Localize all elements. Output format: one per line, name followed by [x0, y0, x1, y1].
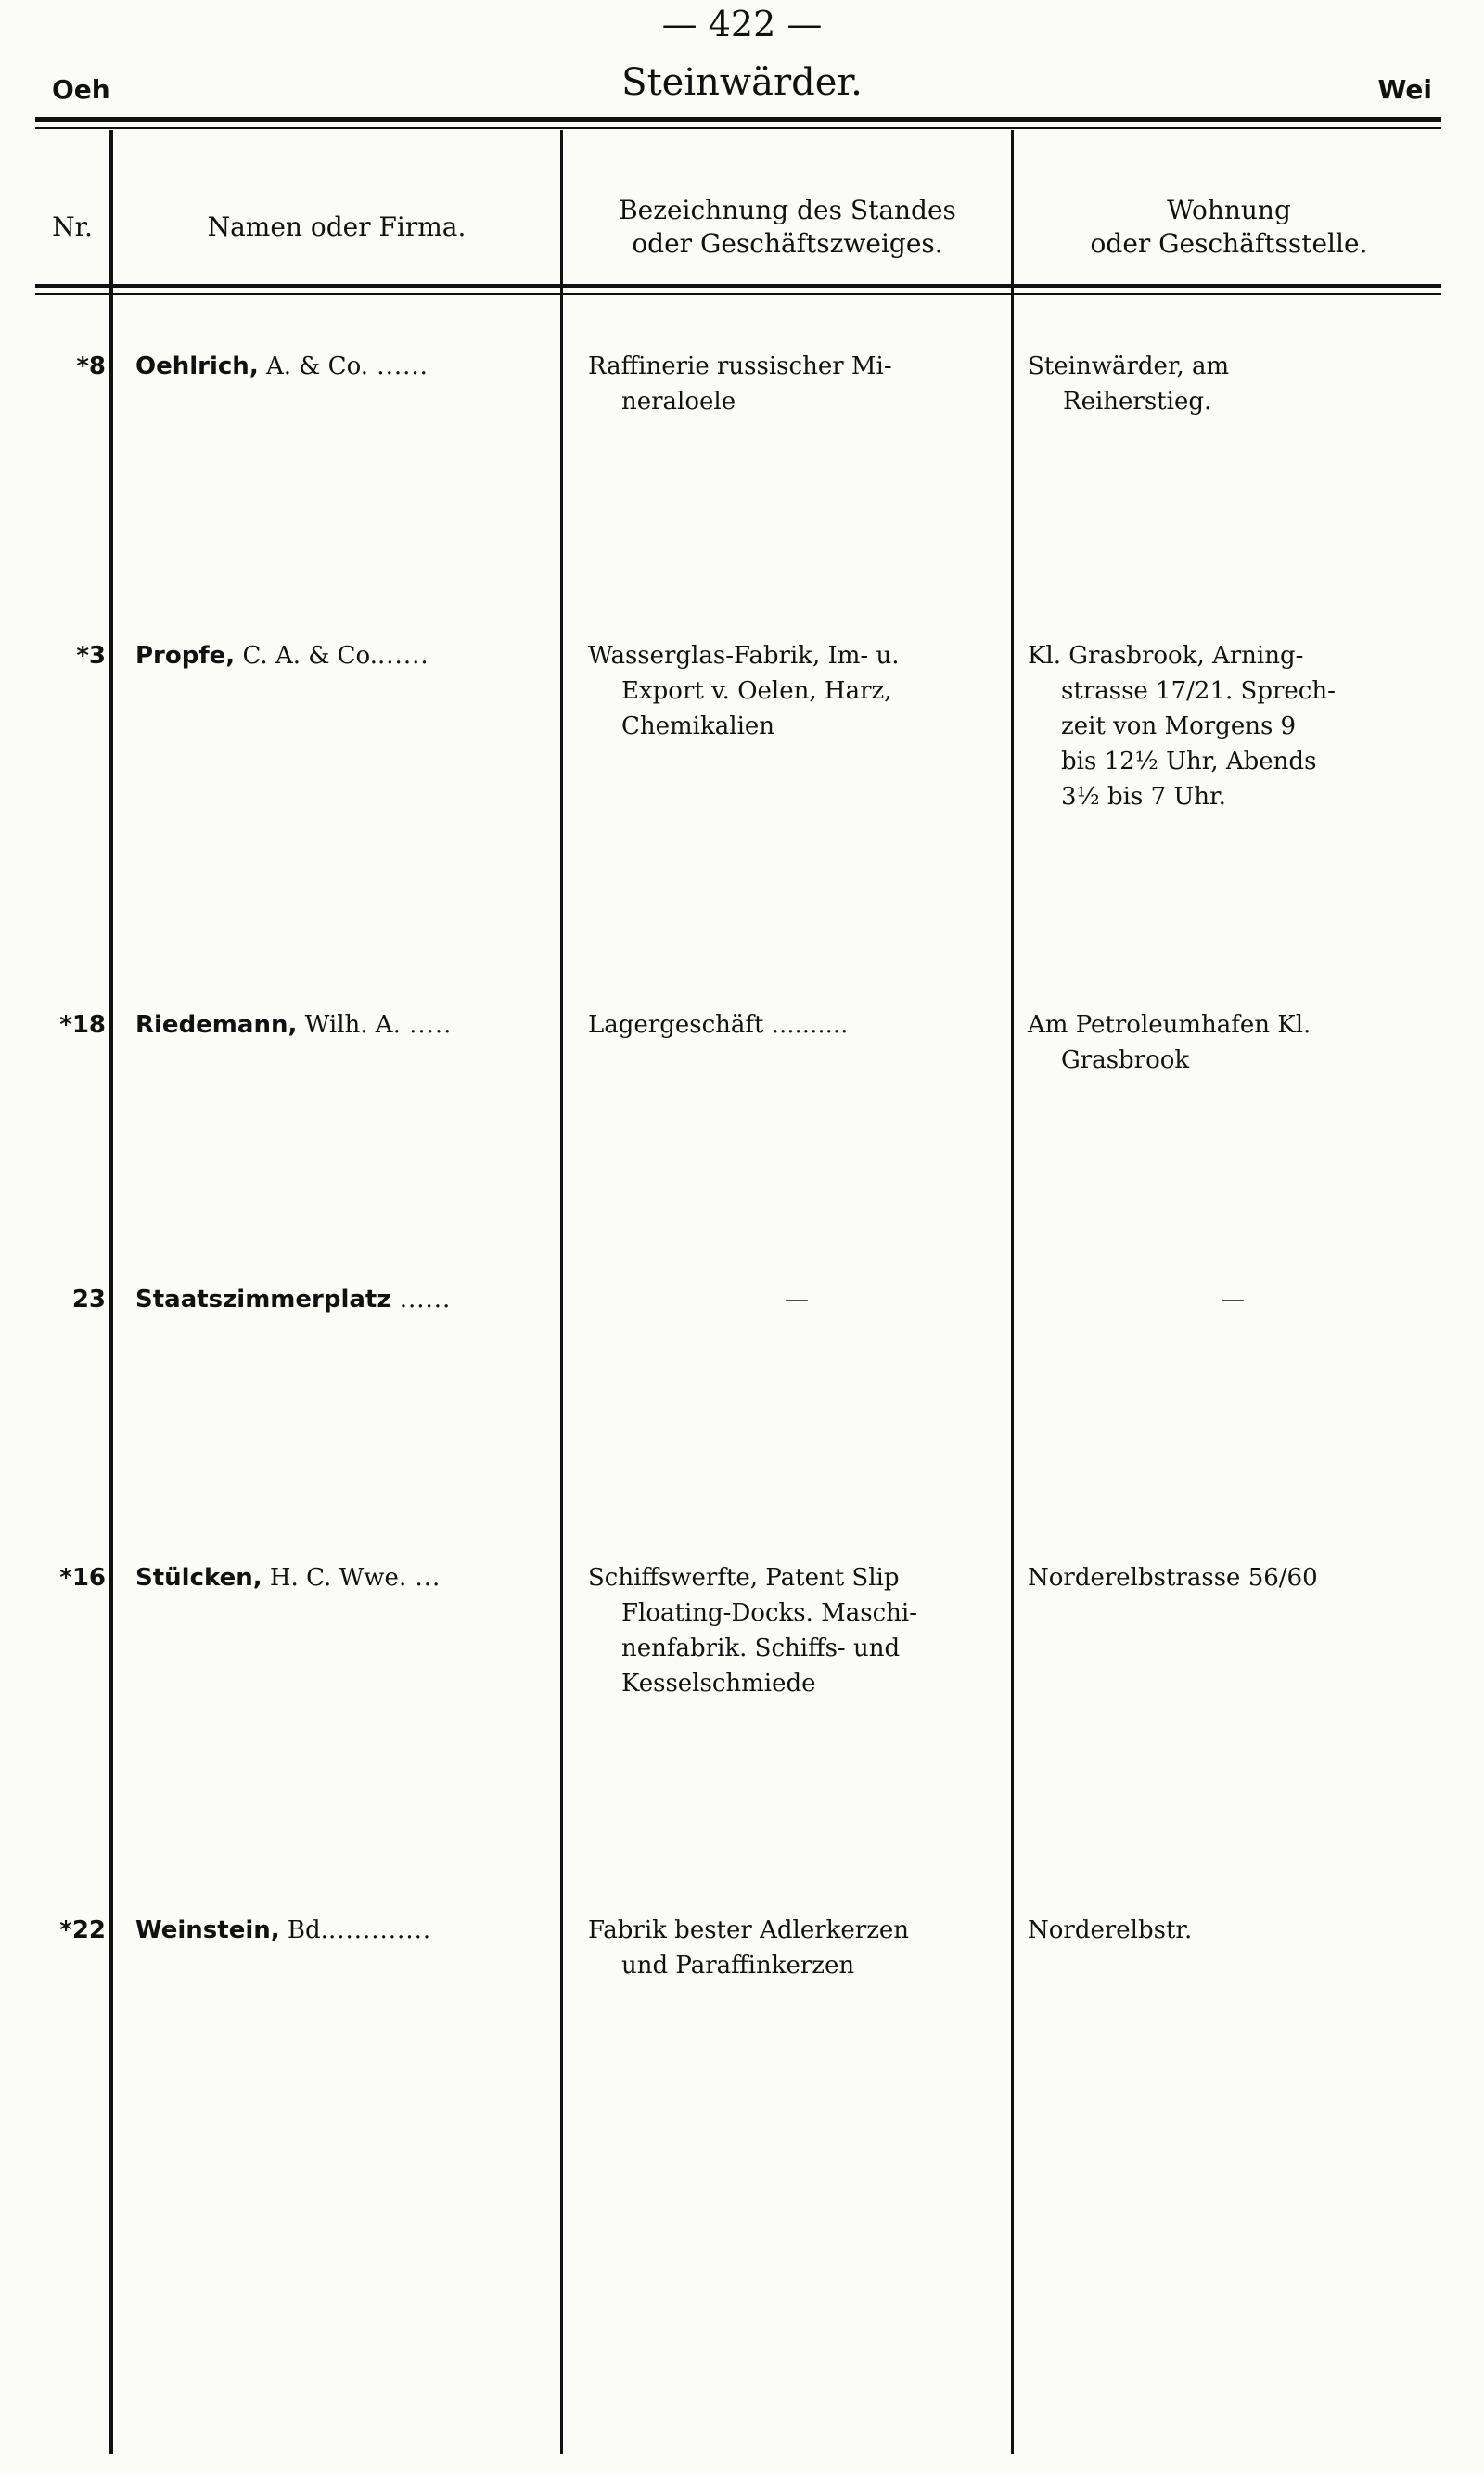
address-line: Steinwärder, am [1028, 352, 1230, 380]
column-header-name-label: Namen oder Firma. [207, 211, 467, 242]
occupation-line: Schiffswerfte, Patent Slip [588, 1564, 900, 1592]
row-address [1028, 1560, 1438, 1595]
column-header-nr-label: Nr. [52, 211, 93, 242]
row-name [135, 642, 544, 670]
row-name [135, 1011, 544, 1039]
row-occupation [588, 349, 1005, 419]
address-line: Grasbrook [1061, 1046, 1190, 1074]
column-header-address-line: oder Geschäftsstelle. [1090, 228, 1368, 259]
address-line: bis 12½ Uhr, Abends [1061, 748, 1317, 775]
header-rule-thick [35, 284, 1441, 288]
row-address [1028, 1007, 1438, 1078]
top-rule-thick [35, 117, 1441, 122]
occupation-line: Wasserglas-Fabrik, Im- u. [588, 642, 900, 670]
address-line: Norderelbstr. [1028, 1916, 1193, 1944]
occupation-line: Export v. Oelen, Harz, [621, 677, 892, 705]
column-header-address [1017, 176, 1441, 278]
row-number: *16 [59, 1564, 106, 1592]
row-occupation [588, 638, 1005, 744]
row-name-rest: Staatszimmerplatz [135, 1286, 391, 1313]
row-name-rest: A. & Co. [258, 352, 369, 380]
row-leader-dots: ............ [327, 1916, 432, 1944]
page-number: — 422 — [661, 4, 823, 45]
row-name-rest: H. C. Wwe. [262, 1564, 407, 1592]
column-header-occupation-line: oder Geschäftszweiges. [632, 228, 943, 259]
occupation-line: Chemikalien [621, 712, 775, 740]
row-name [135, 1286, 544, 1313]
occupation-line: Fabrik bester Adlerkerzen [588, 1916, 910, 1944]
row-address [1028, 1913, 1438, 1948]
occupation-line: Raffinerie russischer Mi- [588, 352, 892, 380]
occupation-line: neraloele [621, 388, 736, 416]
column-divider-1 [109, 130, 113, 2454]
address-line: Kl. Grasbrook, Arning- [1028, 642, 1304, 670]
occupation-line: Lagergeschäft .......... [588, 1011, 849, 1039]
occupation-line: Floating-Docks. Maschi- [621, 1599, 918, 1627]
row-number: 23 [71, 1286, 106, 1313]
row-name-rest: Bd. [279, 1916, 328, 1944]
page-title: Steinwärder. [621, 61, 863, 104]
occupation-line: — [785, 1286, 809, 1313]
row-surname: Stülcken, [135, 1564, 262, 1592]
row-surname: Weinstein, [135, 1916, 280, 1944]
address-line: Am Petroleumhafen Kl. [1028, 1011, 1311, 1039]
occupation-line: nenfabrik. Schiffs- und [621, 1634, 901, 1662]
column-header-address-line: Wohnung [1167, 195, 1291, 225]
row-name [135, 352, 544, 380]
column-divider-3 [1011, 130, 1014, 2454]
row-address [1028, 1282, 1438, 1317]
column-divider-2 [560, 130, 563, 2454]
row-number: *8 [76, 352, 106, 380]
row-surname: Riedemann, [135, 1011, 298, 1039]
row-surname: Oehlrich, [135, 352, 259, 380]
address-line: — [1221, 1286, 1245, 1313]
row-leader-dots: ...... [368, 352, 429, 380]
row-name-rest: C. A. & Co. [235, 642, 378, 670]
column-header-name [115, 176, 558, 278]
column-header-nr [37, 176, 108, 278]
row-name [135, 1916, 544, 1944]
row-address [1028, 349, 1438, 419]
row-number: *3 [76, 642, 106, 670]
row-leader-dots: ... [406, 1564, 441, 1592]
row-occupation [588, 1913, 1005, 1983]
row-address [1028, 638, 1438, 814]
row-name-rest: Wilh. A. [297, 1011, 401, 1039]
address-line: 3½ bis 7 Uhr. [1061, 783, 1226, 811]
row-leader-dots: ..... [400, 1011, 453, 1039]
row-name [135, 1564, 544, 1592]
header-rule-thin [35, 293, 1441, 295]
row-leader-dots: ...... [377, 642, 429, 670]
running-head-right: Wei [1377, 74, 1432, 105]
occupation-line: und Paraffinkerzen [621, 1952, 855, 1980]
column-header-occupation [566, 176, 1009, 278]
row-number: *22 [59, 1916, 106, 1944]
row-occupation [588, 1007, 1005, 1043]
column-header-occupation-line: Bezeichnung des Standes [619, 195, 956, 225]
row-surname: Propfe, [135, 642, 236, 670]
address-line: Reiherstieg. [1063, 388, 1212, 416]
occupation-line: Kesselschmiede [621, 1670, 816, 1698]
row-number: *18 [59, 1011, 106, 1039]
address-line: strasse 17/21. Sprech- [1061, 677, 1336, 705]
address-line: Norderelbstrasse 56/60 [1028, 1564, 1318, 1592]
row-leader-dots: ...... [390, 1286, 452, 1313]
running-head-left: Oeh [52, 74, 110, 105]
address-line: zeit von Morgens 9 [1061, 712, 1297, 740]
row-occupation [588, 1282, 1005, 1317]
top-rule-thin [35, 127, 1441, 129]
row-occupation [588, 1560, 1005, 1701]
